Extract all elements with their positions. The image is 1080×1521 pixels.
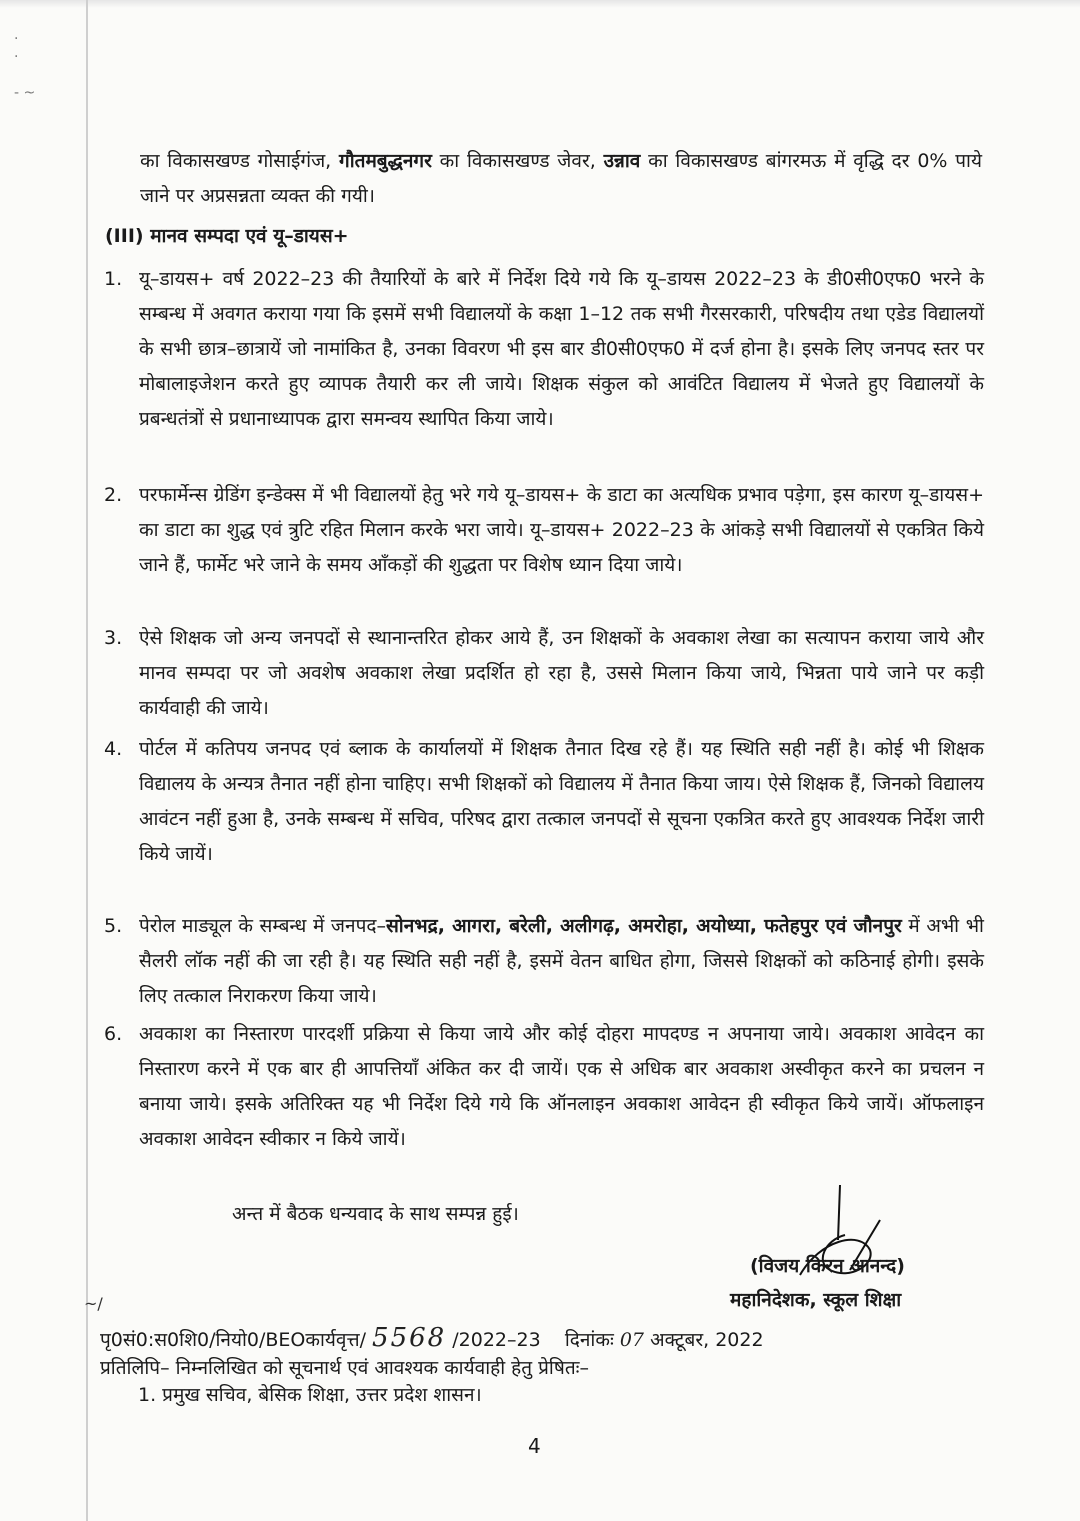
list-item-text: पोर्टल में कतिपय जनपद एवं ब्लाक के कार्यालयों में शिक्षक तैनात दिख रहे हैं। यह स्थिति सही नहीं है। कोई भी शिक्षक विद्यालय के अन्यत्र तैनात नहीं होना चाहिए। सभी शिक्षकों को विद्यालय में तैनात किया जाय। ऐसे शिक्षक हैं, जिनको विद्यालय आवंटन नहीं हुआ है, उनके सम्बन्ध में सचिव, परिषद द्वारा तत्काल जनपदों से सूचना एकत्रित करते हुए आवश्यक निर्देश जारी किये जायें। — [139, 738, 984, 865]
signatory-name: (विजय किरन आनन्द) — [750, 1255, 905, 1277]
list-item-text — [139, 909, 984, 1014]
reference-line — [100, 1323, 764, 1353]
list-item-text: यू–डायस+ वर्ष 2022–23 की तैयारियों के बारे में निर्देश दिये गये कि यू–डायस 2022–23 के डी0सी0एफ0 भरने के सम्बन्ध में अवगत कराया गया कि इसमें सभी विद्यालयों के कक्षा 1–12 तक सभी गैरसरकारी, परिषदीय तथा एडेड विद्यालयों के सभी छात्र–छात्रायें जो नामांकित है, उनका विवरण भी इस बार डी0सी0एफ0 में दर्ज होना है। इसके लिए जनपद स्तर पर मोबालाइजेशन करते हुए व्यापक तैयारी कर ली जाये। शिक्षक संकुल को आवंटित विद्यालय में भेजते हुए विद्यालयों के प्रबन्धतंत्रों से प्रधानाध्यापक द्वारा समन्वय स्थापित किया जाये। — [139, 268, 984, 430]
list-item-number: 6. — [104, 1023, 123, 1045]
list-item-number: 5. — [104, 915, 123, 937]
copy-to-line: प्रतिलिपि– निम्नलिखित को सूचनार्थ एवं आवश्यक कार्यवाही हेतु प्रेषितः– — [100, 1357, 590, 1379]
copy-to-item: 1. प्रमुख सचिव, बेसिक शिक्षा, उत्तर प्रदेश शासन। — [138, 1384, 482, 1406]
item-5-text-pre: पेरोल माड्यूल के सम्बन्ध में जनपद– — [139, 915, 386, 937]
handwritten-mark: ~/ — [84, 1294, 103, 1313]
item-5-text-post: में अभी भी सैलरी लॉक नहीं की जा रही है। यह स्थिति सही नहीं है, इसमें वेतन बाधित होगा, जिससे शिक्षकों को कठिनाई होगी। इसके लिए तत्काल निराकरण किया जाये। — [139, 915, 984, 1007]
page-number: 4 — [528, 1434, 541, 1458]
signatory-title: महानिदेशक, स्कूल शिक्षा — [730, 1289, 902, 1311]
section-heading: (III) मानव सम्पदा एवं यू–डायस+ — [105, 225, 349, 247]
reference-prefix: पृ0सं0:स0शि0/नियो0/BEOकार्यवृत्त/ — [100, 1329, 366, 1351]
list-item-text: अवकाश का निस्तारण पारदर्शी प्रक्रिया से किया जाये और कोई दोहरा मापदण्ड न अपनाया जाये। अवकाश आवेदन का निस्तारण करने में एक बार ही आपत्तियाँ अंकित कर दी जायें। एक से अधिक बार अवकाश अस्वीकृत करने का प्रचलन न बनाया जाये। इसके अतिरिक्त यह भी निर्देश दिये गये कि ऑनलाइन अवकाश आवेदन ही स्वीकृत किये जायें। ऑफलाइन अवकाश आवेदन स्वीकार न किये जायें। — [139, 1023, 984, 1150]
left-margin-line — [86, 0, 88, 1521]
date-month-year: अक्टूबर, 2022 — [650, 1329, 764, 1351]
list-item-text: परफार्मेन्स ग्रेडिंग इन्डेक्स में भी विद्यालयों हेतु भरे गये यू–डायस+ के डाटा का अत्यधिक प्रभाव पड़ेगा, इस कारण यू–डायस+ का डाटा का शुद्ध एवं त्रुटि रहित मिलान करके भरा जाये। यू–डायस+ 2022–23 के आंकड़े सभी विद्यालयों से एकत्रित किये जाने हैं, फार्मेट भरे जाने के समय आँकड़ों की शुद्धता पर विशेष ध्यान दिया जाये। — [139, 484, 984, 576]
intro-text-1: का विकासखण्ड गोसाईगंज, — [140, 150, 339, 172]
top-shadow — [0, 0, 1080, 8]
date-day: 07 — [619, 1329, 645, 1351]
margin-scribble: · · - ~ — [14, 31, 36, 101]
intro-text-3: का विकासखण्ड बांगरमऊ में वृद्धि दर 0% पाये जाने पर अप्रसन्नता व्यक्त की गयी। — [140, 150, 982, 207]
signature-scribble — [760, 1180, 890, 1300]
list-item-text: ऐसे शिक्षक जो अन्य जनपदों से स्थानान्तरित होकर आये हैं, उन शिक्षकों के अवकाश लेखा का सत्यापन कराया जाये और मानव सम्पदा पर जो अवशेष अवकाश लेखा प्रदर्शित हो रहा है, उससे मिलान किया जाये, भिन्नता पाये जाने पर कड़ी कार्यवाही की जाये। — [139, 627, 984, 719]
list-item-number: 1. — [104, 268, 123, 290]
list-item-number: 3. — [104, 627, 123, 649]
list-item-number: 4. — [104, 738, 123, 760]
intro-text-2: का विकासखण्ड जेवर, — [431, 150, 604, 172]
intro-bold-district-2: उन्नाव — [603, 150, 641, 172]
closing-line: अन्त में बैठक धन्यवाद के साथ सम्पन्न हुई। — [232, 1203, 519, 1225]
reference-number: 5568 — [372, 1323, 447, 1353]
list-item-number: 2. — [104, 484, 123, 506]
intro-paragraph — [140, 144, 982, 214]
date-label: दिनांकः — [564, 1329, 614, 1351]
reference-year: /2022–23 — [452, 1329, 541, 1351]
item-5-bold-districts: सोनभद्र, आगरा, बरेली, अलीगढ़, अमरोहा, अयोध्या, फतेहपुर एवं जौनपुर — [385, 915, 902, 937]
intro-bold-district-1: गौतमबुद्धनगर — [339, 150, 432, 172]
